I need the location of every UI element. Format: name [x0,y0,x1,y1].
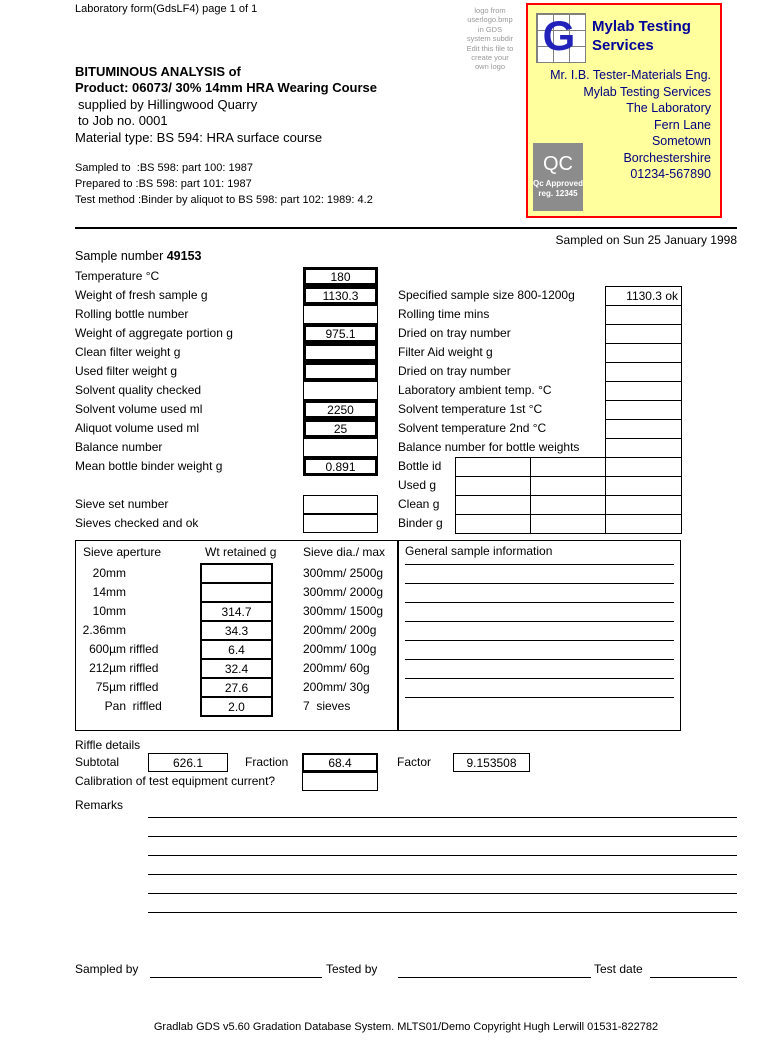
field-label-sieves-checked: Sieves checked and ok [75,516,199,530]
company-name-line1: Mylab Testing [592,18,691,35]
aperture-suffix: riffled [126,642,159,656]
solvent-quality-input[interactable] [303,381,378,400]
temperature-value: 180 [330,269,351,284]
factor-label: Factor [397,755,432,769]
field-label-bottle-id: Bottle id [398,459,442,473]
field-label-mean-bottle-binder-weight: Mean bottle binder weight g [75,459,223,473]
sample-number-value: 49153 [166,249,202,263]
address-line: Borchestershire [623,150,711,165]
binder-g-cell-2[interactable] [530,514,606,534]
rolling-bottle-number-input[interactable] [303,305,378,324]
general-info-line [405,678,674,679]
wt-retained-75um-cell[interactable] [200,677,273,698]
field-label-solvent-volume: Solvent volume used ml [75,402,203,416]
remarks-line [148,855,737,856]
fraction-input[interactable] [302,753,378,772]
bottle-id-cell-2[interactable] [530,457,606,477]
general-info-box [398,540,681,731]
field-label-used-g: Used g [398,478,437,492]
subtotal-label: Subtotal [75,755,120,769]
logo-grid-icon [536,13,586,63]
solvent-temp-2nd-cell[interactable] [605,419,682,439]
sampled-on-date: Sampled on Sun 25 January 1998 [555,233,737,247]
sieve-aperture-600um [80,640,158,659]
factor-input[interactable] [453,753,530,772]
qc-badge-text: QC [543,153,573,175]
specified-sample-size-cell[interactable] [605,286,682,306]
clean-g-cell-1[interactable] [455,495,531,515]
used-filter-weight-input[interactable] [303,362,378,381]
sieve-dia-max: 300mm/ 2500g [303,566,384,580]
calibration-question-label: Calibration of test equipment current? [75,774,276,788]
qc-approved-label: Qc Approved [533,179,583,188]
bottle-id-cell-1[interactable] [455,457,531,477]
field-label-dried-tray-1: Dried on tray number [398,326,511,340]
sieve-aperture-14mm [80,583,126,602]
page-header-note: Laboratory form(GdsLF4) page 1 of 1 [75,3,258,15]
logo-hint-line: system subdir [466,34,514,44]
remarks-line [148,817,737,818]
wt-retained-value: 2.0 [228,699,245,714]
company-logo-box [526,3,722,218]
field-label-solvent-temp-1st: Solvent temperature 1st °C [398,402,543,416]
remarks-line [148,912,737,913]
field-label-balance-number: Balance number [75,440,163,454]
header-divider [75,227,737,229]
aliquot-volume-value: 25 [333,421,348,436]
filter-aid-weight-cell[interactable] [605,343,682,363]
sieves-checked-input[interactable] [303,514,378,533]
remarks-line [148,836,737,837]
aperture-size: Pan [104,699,126,713]
sieve-dia-max: 200mm/ 100g [303,642,377,656]
sieve-set-number-input[interactable] [303,495,378,514]
field-label-temperature: Temperature °C [75,269,160,283]
sieve-dia-max: 200mm/ 30g [303,680,370,694]
bottle-id-cell-3[interactable] [605,457,682,477]
logo-hint-line: Edit this file to [466,43,514,53]
aperture-size: 2.36mm [82,623,126,637]
ambient-temp-cell[interactable] [605,381,682,401]
wt-retained-2-36mm-cell[interactable] [200,620,273,641]
address-line: Fern Lane [654,117,711,132]
company-name-line2: Services [592,37,654,54]
sampled-by-label: Sampled by [75,962,139,976]
aperture-suffix: riffled [126,699,162,713]
supplier-line: supplied by Hillingwood Quarry [78,97,258,112]
aperture-size: 10mm [92,604,126,618]
logo-hint-text [457,6,523,72]
sample-number-label: Sample number [75,249,164,263]
solvent-temp-1st-cell[interactable] [605,400,682,420]
sieve-dia-max: 200mm/ 60g [303,661,370,675]
wt-retained-value: 27.6 [224,680,249,695]
balance-number-input[interactable] [303,438,378,457]
address-line: Sometown [651,134,711,148]
aperture-suffix: riffled [126,680,159,694]
subtotal-value: 626.1 [172,755,204,770]
product-line: Product: 06073/ 30% 14mm HRA Wearing Course [75,80,377,95]
fraction-value: 68.4 [328,755,352,770]
test-date-label: Test date [594,962,643,976]
logo-hint-line: in GDS [477,24,503,34]
used-g-cell-1[interactable] [455,476,531,496]
mean-bottle-binder-weight-value: 0.891 [325,459,356,474]
tested-by-label: Tested by [326,962,378,976]
temperature-input[interactable] [303,267,378,286]
sieve-aperture-20mm [80,564,126,583]
wt-retained-value: 32.4 [224,661,249,676]
sieve-aperture-10mm [80,602,126,621]
sieve-count: 7 sieves [303,699,351,713]
field-label-sieve-set-number: Sieve set number [75,497,169,511]
wt-retained-pan-cell[interactable] [200,696,273,717]
wt-retained-14mm-cell[interactable] [200,582,273,603]
solvent-volume-value: 2250 [327,402,354,417]
riffle-details-heading: Riffle details [75,738,141,752]
sieve-dia-header: Sieve dia./ max [303,545,386,559]
general-info-title: General sample information [405,544,553,558]
field-label-aggregate-portion-weight: Weight of aggregate portion g [75,326,233,340]
clean-filter-weight-input[interactable] [303,343,378,362]
dried-tray-2-cell[interactable] [605,362,682,382]
field-label-clean-g: Clean g [398,497,440,511]
aperture-size: 600µm [89,642,126,656]
field-label-rolling-bottle-number: Rolling bottle number [75,307,189,321]
field-label-clean-filter-weight: Clean filter weight g [75,345,181,359]
sampled-by-signature-line[interactable] [150,977,322,978]
solvent-volume-input[interactable] [303,400,378,419]
job-number-line: to Job no. 0001 [78,113,168,128]
address-line: Mylab Testing Services [583,84,711,99]
factor-value: 9.153508 [466,755,517,770]
sieve-aperture-2-36mm [80,621,126,640]
calibration-input[interactable] [302,772,378,791]
address-line: The Laboratory [626,101,711,115]
aperture-size: 212µm [89,661,126,675]
sieve-aperture-pan [80,697,162,716]
tested-by-signature-line[interactable] [398,977,591,978]
mean-bottle-binder-weight-input[interactable] [303,457,378,476]
sampled-to-standard: Sampled to :BS 598: part 100: 1987 [75,162,253,174]
field-label-ambient-temp: Laboratory ambient temp. °C [398,383,552,397]
footer-copyright: Gradlab GDS v5.60 Gradation Database System. MLTS01/Demo Copyright Hugh Lerwill 01531-822782 [153,1021,659,1033]
general-info-line [405,621,674,622]
subtotal-input[interactable] [148,753,228,772]
sample-number-row [75,249,202,263]
bottle-balance-number-cell[interactable] [605,438,682,458]
wt-retained-212um-cell[interactable] [200,658,273,679]
aperture-suffix: riffled [126,661,159,675]
field-label-solvent-quality: Solvent quality checked [75,383,202,397]
wt-retained-20mm-cell[interactable] [200,563,273,584]
qc-approved-badge [533,143,583,211]
remarks-label: Remarks [75,798,124,812]
clean-g-cell-2[interactable] [530,495,606,515]
field-label-used-filter-weight: Used filter weight g [75,364,178,378]
field-label-dried-tray-2: Dried on tray number [398,364,511,378]
general-info-line [405,659,674,660]
sieve-dia-max: 200mm/ 200g [303,623,377,637]
fresh-sample-weight-value: 1130.3 [322,288,359,303]
wt-retained-600um-cell[interactable] [200,639,273,660]
field-label-solvent-temp-2nd: Solvent temperature 2nd °C [398,421,547,435]
material-type-line: Material type: BS 594: HRA surface course [75,130,323,145]
sieve-aperture-212um [80,659,158,678]
general-info-line [405,640,674,641]
field-label-rolling-time: Rolling time mins [398,307,490,321]
general-info-line [405,602,674,603]
field-label-filter-aid-weight: Filter Aid weight g [398,345,493,359]
logo-letter-g: G [542,12,576,59]
fraction-label: Fraction [245,755,289,769]
aperture-size: 20mm [92,566,126,580]
wt-retained-value: 314.7 [221,604,252,619]
aperture-size: 14mm [92,585,126,599]
remarks-line [148,893,737,894]
field-label-aliquot-volume: Aliquot volume used ml [75,421,200,435]
fresh-sample-weight-input[interactable] [303,286,378,305]
prepared-to-standard: Prepared to :BS 598: part 101: 1987 [75,178,252,190]
wt-retained-header: Wt retained g [205,545,277,559]
logo-hint-line: create your [471,53,509,63]
field-label-specified-sample-size: Specified sample size 800-1200g [398,288,575,302]
sieve-aperture-75um [80,678,158,697]
general-info-line [405,697,674,698]
aggregate-portion-weight-input[interactable] [303,324,378,343]
qc-reg-number: reg. 12345 [538,189,578,198]
used-g-cell-3[interactable] [605,476,682,496]
aliquot-volume-input[interactable] [303,419,378,438]
wt-retained-10mm-cell[interactable] [200,601,273,622]
test-date-line[interactable] [650,977,737,978]
dried-tray-1-cell[interactable] [605,324,682,344]
field-label-binder-g: Binder g [398,516,443,530]
address-line: Mr. I.B. Tester-Materials Eng. [550,68,711,82]
wt-retained-value: 6.4 [228,642,245,657]
aperture-size: 75µm [95,680,126,694]
address-line: 01234-567890 [630,167,711,181]
general-info-line [405,564,674,565]
sieve-dia-max: 300mm/ 1500g [303,604,384,618]
aggregate-portion-weight-value: 975.1 [325,326,356,341]
logo-hint-line: own logo [474,62,506,72]
field-label-fresh-sample-weight: Weight of fresh sample g [75,288,208,302]
binder-g-cell-3[interactable] [605,514,682,534]
company-name [592,17,691,55]
field-label-bottle-balance-number: Balance number for bottle weights [398,440,580,454]
logo-hint-line: userlogo.bmp [467,15,513,25]
wt-retained-value: 34.3 [224,623,249,638]
test-method-standard: Test method :Binder by aliquot to BS 598: part 102: 1989: 4.2 [75,194,373,206]
binder-g-cell-1[interactable] [455,514,531,534]
form-title: BITUMINOUS ANALYSIS of [75,64,241,79]
remarks-line [148,874,737,875]
specified-sample-size-value: 1130.3 ok [626,289,678,303]
used-g-cell-2[interactable] [530,476,606,496]
rolling-time-cell[interactable] [605,305,682,325]
sieve-dia-max: 300mm/ 2000g [303,585,384,599]
clean-g-cell-3[interactable] [605,495,682,515]
sieve-aperture-header: Sieve aperture [83,545,162,559]
general-info-line [405,583,674,584]
logo-hint-line: logo from [474,6,506,15]
